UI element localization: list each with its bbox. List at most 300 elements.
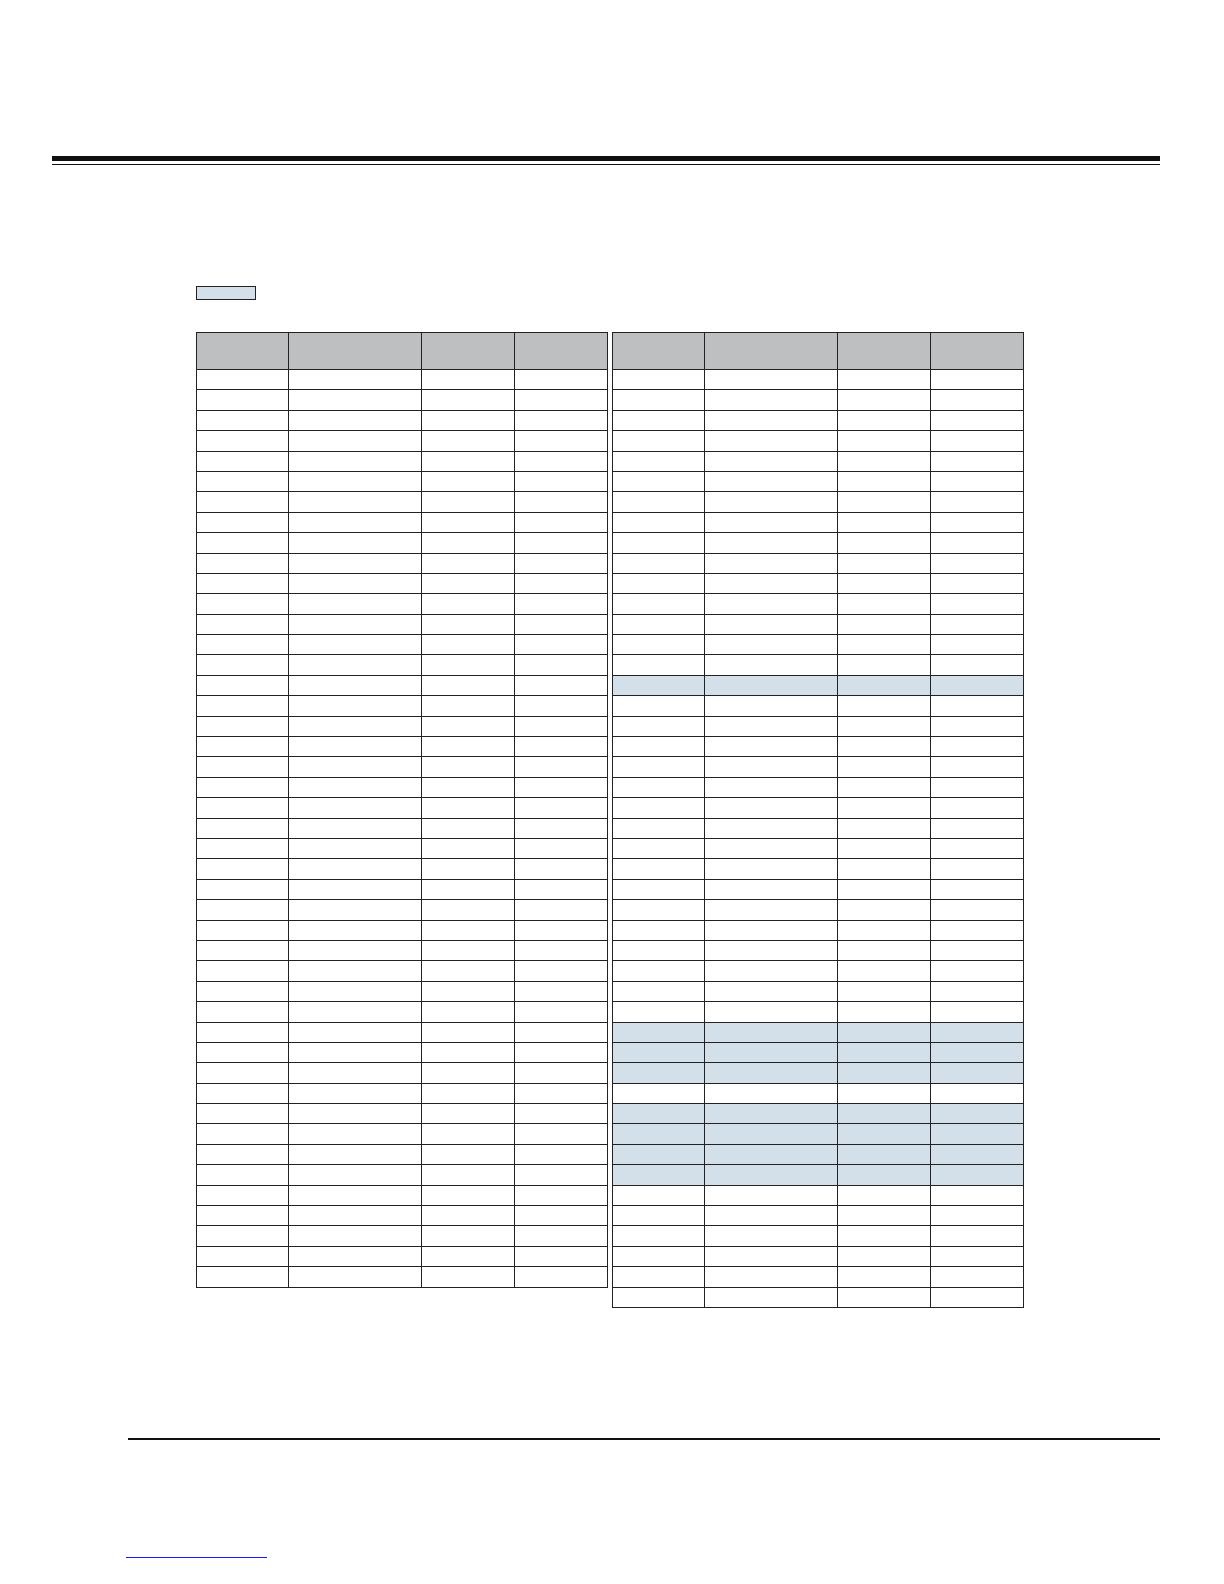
table-cell xyxy=(289,1226,422,1246)
table-cell xyxy=(931,1287,1024,1307)
table-cell xyxy=(197,737,289,757)
table-cell xyxy=(705,981,838,1001)
table-cell xyxy=(197,920,289,940)
table-row xyxy=(613,696,1024,716)
table-cell xyxy=(197,471,289,491)
table-cell xyxy=(613,1226,705,1246)
table-cell xyxy=(515,1144,608,1164)
table-cell xyxy=(197,777,289,797)
table-cell xyxy=(705,920,838,940)
table-cell xyxy=(197,961,289,981)
table-row xyxy=(613,410,1024,430)
table-cell xyxy=(289,594,422,614)
table-cell xyxy=(613,737,705,757)
table-cell xyxy=(197,431,289,451)
table-cell xyxy=(422,675,515,695)
table-cell xyxy=(705,838,838,858)
table-cell xyxy=(838,1124,931,1144)
table-cell xyxy=(838,1267,931,1287)
table-cell xyxy=(422,655,515,675)
table-row xyxy=(613,573,1024,593)
table-cell xyxy=(515,675,608,695)
table-row xyxy=(197,675,608,695)
table-cell xyxy=(838,390,931,410)
table-cell xyxy=(705,757,838,777)
table-cell xyxy=(931,981,1024,1001)
table-cell xyxy=(289,1124,422,1144)
table-cell xyxy=(515,1083,608,1103)
table-cell xyxy=(931,737,1024,757)
table-cell xyxy=(289,716,422,736)
table-cell xyxy=(422,1226,515,1246)
table-cell xyxy=(289,370,422,390)
table-cell xyxy=(931,533,1024,553)
table-row xyxy=(197,716,608,736)
table-row xyxy=(197,1083,608,1103)
table-cell xyxy=(197,635,289,655)
table-cell xyxy=(289,1206,422,1226)
table-row xyxy=(613,594,1024,614)
table-row xyxy=(613,614,1024,634)
table-cell xyxy=(838,635,931,655)
table-cell xyxy=(705,1165,838,1185)
table-cell xyxy=(422,1165,515,1185)
table-cell xyxy=(838,859,931,879)
table-cell xyxy=(289,961,422,981)
table-cell xyxy=(705,594,838,614)
table-row xyxy=(613,1226,1024,1246)
table-cell xyxy=(838,655,931,675)
table-body xyxy=(197,370,608,1288)
table-cell xyxy=(613,594,705,614)
column-header xyxy=(838,333,931,370)
table-cell xyxy=(705,431,838,451)
table-row xyxy=(197,553,608,573)
table-cell xyxy=(931,757,1024,777)
table-cell xyxy=(289,675,422,695)
table-cell xyxy=(613,1022,705,1042)
table-cell xyxy=(289,410,422,430)
table-cell xyxy=(515,471,608,491)
table-row xyxy=(197,1226,608,1246)
table-cell xyxy=(289,900,422,920)
table-row xyxy=(613,492,1024,512)
table-cell xyxy=(931,1246,1024,1266)
legend-swatch xyxy=(196,286,256,300)
table-row xyxy=(613,757,1024,777)
table-cell xyxy=(705,777,838,797)
table-cell xyxy=(838,1022,931,1042)
table-cell xyxy=(197,757,289,777)
table-cell xyxy=(289,451,422,471)
table-cell xyxy=(613,675,705,695)
table-cell xyxy=(515,1185,608,1205)
table-row xyxy=(613,1104,1024,1124)
table-cell xyxy=(931,920,1024,940)
table-cell xyxy=(515,838,608,858)
table-cell xyxy=(289,859,422,879)
table-cell xyxy=(422,1104,515,1124)
table-cell xyxy=(705,961,838,981)
table-row xyxy=(613,1083,1024,1103)
table-row xyxy=(613,1124,1024,1144)
table-cell xyxy=(515,1063,608,1083)
table-row xyxy=(197,1104,608,1124)
table-cell xyxy=(613,1165,705,1185)
table-cell xyxy=(289,492,422,512)
table-cell xyxy=(289,614,422,634)
footer-link-underline[interactable] xyxy=(126,1557,267,1558)
table-cell xyxy=(838,431,931,451)
table-cell xyxy=(197,655,289,675)
table-cell xyxy=(422,410,515,430)
table-cell xyxy=(422,696,515,716)
table-cell xyxy=(289,1002,422,1022)
table-cell xyxy=(422,431,515,451)
table-cell xyxy=(515,859,608,879)
table-cell xyxy=(931,553,1024,573)
table-cell xyxy=(838,961,931,981)
table-row xyxy=(197,1267,608,1287)
table-cell xyxy=(197,553,289,573)
table-cell xyxy=(197,696,289,716)
table-row xyxy=(197,1124,608,1144)
table-row xyxy=(613,798,1024,818)
table-cell xyxy=(613,1144,705,1164)
table-cell xyxy=(931,594,1024,614)
table-cell xyxy=(515,533,608,553)
table-cell xyxy=(515,737,608,757)
table-cell xyxy=(197,1165,289,1185)
table-cell xyxy=(515,553,608,573)
table-row xyxy=(197,838,608,858)
table-cell xyxy=(705,1206,838,1226)
table-cell xyxy=(705,553,838,573)
table-cell xyxy=(289,1042,422,1062)
table-cell xyxy=(197,1083,289,1103)
table-cell xyxy=(931,1165,1024,1185)
table-cell xyxy=(838,675,931,695)
table-row xyxy=(197,737,608,757)
table-cell xyxy=(613,961,705,981)
table-cell xyxy=(613,777,705,797)
table-cell xyxy=(422,961,515,981)
table-cell xyxy=(838,512,931,532)
table-cell xyxy=(838,1042,931,1062)
table-cell xyxy=(838,492,931,512)
table-row xyxy=(197,471,608,491)
table-cell xyxy=(422,757,515,777)
table-cell xyxy=(705,1267,838,1287)
column-header xyxy=(705,333,838,370)
table-cell xyxy=(613,696,705,716)
table-cell xyxy=(705,675,838,695)
table-cell xyxy=(613,1246,705,1266)
table-cell xyxy=(515,594,608,614)
table-cell xyxy=(197,370,289,390)
table-cell xyxy=(613,533,705,553)
table-cell xyxy=(197,1002,289,1022)
table-row xyxy=(613,370,1024,390)
table-cell xyxy=(515,1042,608,1062)
table-cell xyxy=(515,410,608,430)
table-cell xyxy=(422,716,515,736)
table-cell xyxy=(197,1206,289,1226)
table-cell xyxy=(613,1002,705,1022)
table-cell xyxy=(422,981,515,1001)
table-cell xyxy=(838,757,931,777)
table-cell xyxy=(515,1022,608,1042)
table-cell xyxy=(197,798,289,818)
table-cell xyxy=(613,451,705,471)
table-row xyxy=(613,1002,1024,1022)
table-cell xyxy=(197,1104,289,1124)
table-row xyxy=(197,777,608,797)
table-cell xyxy=(289,635,422,655)
table-cell xyxy=(705,1144,838,1164)
table-cell xyxy=(838,1287,931,1307)
table-cell xyxy=(289,553,422,573)
table-cell xyxy=(197,512,289,532)
column-header xyxy=(422,333,515,370)
table-cell xyxy=(931,818,1024,838)
table-cell xyxy=(289,533,422,553)
table-cell xyxy=(197,1022,289,1042)
table-cell xyxy=(289,696,422,716)
table-cell xyxy=(931,512,1024,532)
table-cell xyxy=(515,1124,608,1144)
table-cell xyxy=(931,614,1024,634)
table-cell xyxy=(838,1185,931,1205)
table-row xyxy=(197,798,608,818)
table-row xyxy=(613,1042,1024,1062)
table-cell xyxy=(515,961,608,981)
table-cell xyxy=(838,737,931,757)
table-cell xyxy=(931,492,1024,512)
column-header xyxy=(931,333,1024,370)
table-cell xyxy=(515,798,608,818)
table-cell xyxy=(422,838,515,858)
table-cell xyxy=(931,370,1024,390)
table-row xyxy=(613,838,1024,858)
table-cell xyxy=(422,920,515,940)
table-row xyxy=(613,879,1024,899)
table-cell xyxy=(931,1267,1024,1287)
table-cell xyxy=(838,1165,931,1185)
table-cell xyxy=(289,471,422,491)
table-row xyxy=(197,1144,608,1164)
table-cell xyxy=(613,920,705,940)
table-cell xyxy=(289,1185,422,1205)
table-cell xyxy=(705,940,838,960)
table-cell xyxy=(515,635,608,655)
table-cell xyxy=(705,614,838,634)
table-cell xyxy=(613,410,705,430)
table-cell xyxy=(613,1267,705,1287)
table-cell xyxy=(931,777,1024,797)
table-cell xyxy=(838,900,931,920)
table-cell xyxy=(613,1206,705,1226)
table-cell xyxy=(515,390,608,410)
table-cell xyxy=(838,777,931,797)
table-header-row xyxy=(197,333,608,370)
table-cell xyxy=(197,1226,289,1246)
table-cell xyxy=(838,838,931,858)
table-row xyxy=(197,1246,608,1266)
table-cell xyxy=(705,900,838,920)
table-cell xyxy=(705,1022,838,1042)
table-cell xyxy=(515,1002,608,1022)
table-cell xyxy=(705,1124,838,1144)
table-cell xyxy=(613,1063,705,1083)
table-cell xyxy=(613,431,705,451)
table-cell xyxy=(422,573,515,593)
table-cell xyxy=(613,981,705,1001)
table-cell xyxy=(422,451,515,471)
table-cell xyxy=(838,879,931,899)
table-cell xyxy=(838,920,931,940)
table-cell xyxy=(931,900,1024,920)
table-row xyxy=(613,471,1024,491)
table-cell xyxy=(838,614,931,634)
table-row xyxy=(613,1267,1024,1287)
table-cell xyxy=(931,859,1024,879)
table-cell xyxy=(613,635,705,655)
table-cell xyxy=(197,1144,289,1164)
table-cell xyxy=(289,879,422,899)
table-cell xyxy=(422,1063,515,1083)
column-header xyxy=(197,333,289,370)
table-cell xyxy=(613,553,705,573)
table-cell xyxy=(931,1042,1024,1062)
table-header-row xyxy=(613,333,1024,370)
table-row xyxy=(613,1185,1024,1205)
table-cell xyxy=(515,1165,608,1185)
table-cell xyxy=(515,818,608,838)
table-cell xyxy=(613,879,705,899)
table-cell xyxy=(422,471,515,491)
table-cell xyxy=(422,900,515,920)
table-row xyxy=(613,900,1024,920)
table-row xyxy=(613,1144,1024,1164)
table-cell xyxy=(705,533,838,553)
table-cell xyxy=(705,1246,838,1266)
table-row xyxy=(613,961,1024,981)
table-cell xyxy=(705,879,838,899)
table-cell xyxy=(515,1104,608,1124)
table-row xyxy=(197,1206,608,1226)
table-cell xyxy=(931,1144,1024,1164)
table-cell xyxy=(422,1206,515,1226)
table-cell xyxy=(422,859,515,879)
table-cell xyxy=(705,818,838,838)
table-cell xyxy=(197,900,289,920)
table-cell xyxy=(838,1104,931,1124)
table-cell xyxy=(705,635,838,655)
table-cell xyxy=(515,757,608,777)
table-row xyxy=(197,859,608,879)
table-cell xyxy=(289,1022,422,1042)
table-row xyxy=(613,981,1024,1001)
table-cell xyxy=(613,900,705,920)
table-cell xyxy=(515,1206,608,1226)
table-row xyxy=(197,451,608,471)
table-right xyxy=(612,332,1024,1308)
table-cell xyxy=(705,1042,838,1062)
table-cell xyxy=(289,777,422,797)
table-cell xyxy=(838,410,931,430)
table-cell xyxy=(422,553,515,573)
column-header xyxy=(613,333,705,370)
table-cell xyxy=(931,635,1024,655)
column-header xyxy=(289,333,422,370)
table-cell xyxy=(931,1083,1024,1103)
table-row xyxy=(197,1185,608,1205)
table-cell xyxy=(289,431,422,451)
table-row xyxy=(613,553,1024,573)
table-cell xyxy=(422,1002,515,1022)
table-cell xyxy=(838,451,931,471)
table-row xyxy=(197,1022,608,1042)
table-cell xyxy=(705,512,838,532)
table-row xyxy=(613,635,1024,655)
table-row xyxy=(197,1002,608,1022)
table-cell xyxy=(197,838,289,858)
table-row xyxy=(197,594,608,614)
table-cell xyxy=(515,879,608,899)
table-cell xyxy=(422,879,515,899)
table-cell xyxy=(931,1206,1024,1226)
table-cell xyxy=(197,981,289,1001)
table-cell xyxy=(422,1083,515,1103)
table-cell xyxy=(838,1226,931,1246)
table-cell xyxy=(838,1206,931,1226)
table-left xyxy=(196,332,608,1288)
table-cell xyxy=(289,655,422,675)
table-cell xyxy=(931,961,1024,981)
table-cell xyxy=(289,573,422,593)
table-row xyxy=(197,757,608,777)
table-cell xyxy=(705,1226,838,1246)
table-cell xyxy=(705,492,838,512)
table-cell xyxy=(613,370,705,390)
table-cell xyxy=(838,818,931,838)
table-cell xyxy=(515,777,608,797)
table-cell xyxy=(422,1185,515,1205)
table-row xyxy=(197,920,608,940)
table-cell xyxy=(931,410,1024,430)
table-cell xyxy=(931,1104,1024,1124)
table-cell xyxy=(422,614,515,634)
table-cell xyxy=(197,1124,289,1144)
table-cell xyxy=(705,1104,838,1124)
table-cell xyxy=(705,716,838,736)
table-cell xyxy=(515,451,608,471)
table-row xyxy=(613,940,1024,960)
table-cell xyxy=(613,1124,705,1144)
table-cell xyxy=(838,1063,931,1083)
table-cell xyxy=(613,838,705,858)
table-row xyxy=(613,390,1024,410)
table-cell xyxy=(613,1083,705,1103)
table-cell xyxy=(289,798,422,818)
table-cell xyxy=(613,614,705,634)
table-cell xyxy=(422,1042,515,1062)
table-cell xyxy=(931,716,1024,736)
table-cell xyxy=(613,716,705,736)
table-cell xyxy=(197,716,289,736)
table-cell xyxy=(613,512,705,532)
